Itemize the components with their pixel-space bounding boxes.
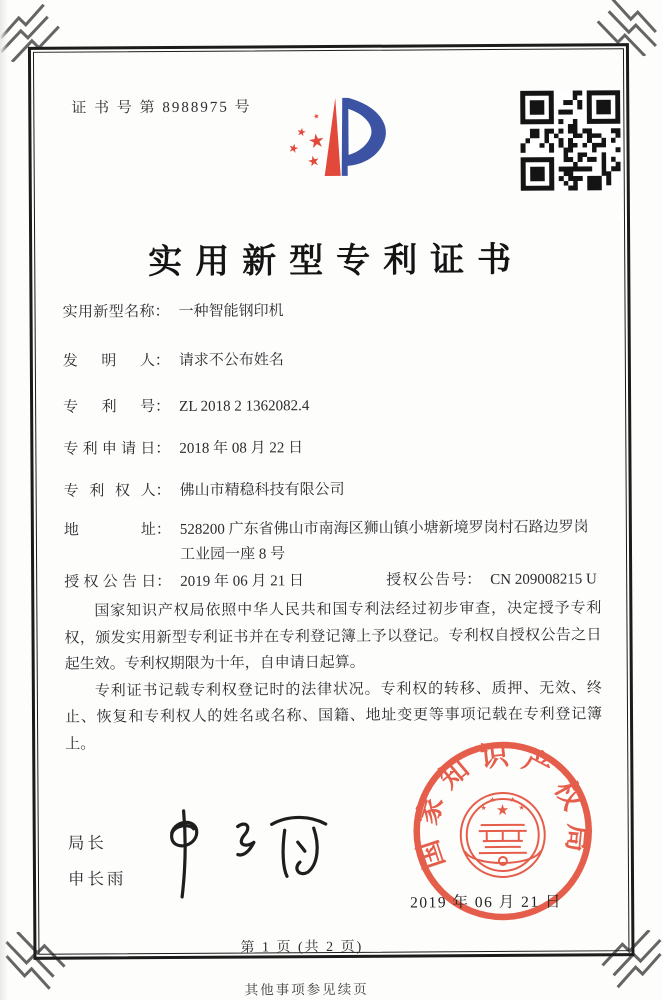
field-value: CN 209008215 U <box>490 571 597 589</box>
field-colon: ： <box>154 303 170 321</box>
svg-text:★: ★ <box>489 796 496 805</box>
field-value: 528200 广东省佛山市南海区狮山镇小塘新境罗岗村石路边罗岗工业园一座 8 号 <box>179 519 589 563</box>
cnipa-logo-icon <box>273 83 424 216</box>
certificate-number: 证 书 号 第 8988975 号 <box>71 99 252 117</box>
signer-title: 局长 <box>67 833 107 853</box>
svg-text:★: ★ <box>509 795 516 804</box>
field-colon: ： <box>155 482 171 500</box>
qr-code <box>520 90 621 191</box>
svg-text:★: ★ <box>518 803 525 812</box>
svg-text:★: ★ <box>295 125 308 140</box>
field-value: 2019 年 06 月 21 日 <box>180 573 305 590</box>
body-paragraph: 专利证书记载专利权登记时的法律状况。专利权的转移、质押、无效、终止、恢复和专利权人的姓名或名称、国籍、地址变更等事项记载在专利登记簿上。 <box>64 679 603 753</box>
field-value: 请求不公布姓名 <box>178 352 284 369</box>
field-label: 授权公告日 <box>64 574 157 591</box>
field-label: 专利号 <box>63 399 156 416</box>
field-label: 专利权人 <box>63 483 156 500</box>
field-row-filing-date <box>63 434 601 462</box>
svg-text:★: ★ <box>480 804 487 813</box>
svg-text:★: ★ <box>306 129 327 154</box>
signer-name: 申长雨 <box>67 869 127 889</box>
field-colon: ： <box>155 398 171 416</box>
field-value: 一种智能钢印机 <box>178 303 284 320</box>
field-row-patent-number <box>63 392 601 420</box>
page-number: 第 1 页 (共 2 页) <box>240 939 364 956</box>
svg-text:★: ★ <box>312 111 321 122</box>
field-label: 专利申请日 <box>63 441 156 458</box>
field-label: 地址 <box>63 522 156 539</box>
field-label: 授权公告号 <box>386 572 467 589</box>
grant-date-group <box>64 569 386 596</box>
legal-text <box>64 595 602 757</box>
field-colon: ： <box>154 352 170 370</box>
continuation-note: 其他事项参见续页 <box>244 981 369 998</box>
svg-text:★: ★ <box>495 800 510 820</box>
field-row-grant <box>64 567 602 595</box>
field-row-inventor <box>63 346 601 374</box>
field-label: 发明人 <box>62 353 155 370</box>
field-value: ZL 2018 2 1362082.4 <box>179 398 310 415</box>
field-value: 佛山市精稳科技有限公司 <box>179 481 345 499</box>
handwritten-signature <box>142 806 353 902</box>
body-paragraph: 国家知识产权局依照中华人民共和国专利法经过初步审查，决定授予专利权，颁发实用新型专利证书并在专利登记簿上予以登记。专利权自授权公告之日起生效。专利权期限为十年，自申请日起算。 <box>64 600 602 673</box>
seal-date: 2019 年 06 月 21 日 <box>410 893 563 912</box>
field-label: 实用新型名称 <box>62 304 155 321</box>
seal-text: 国家知识产权局 <box>412 740 594 873</box>
field-row-address <box>64 515 602 568</box>
grant-number-group <box>386 567 602 593</box>
field-value: 2018 年 08 月 22 日 <box>179 440 304 457</box>
field-colon: ： <box>155 521 171 539</box>
field-row-utility-model-name <box>62 297 600 325</box>
field-colon: ： <box>155 440 171 458</box>
field-row-patentee <box>64 476 602 504</box>
field-colon: ： <box>466 572 482 589</box>
svg-text:★: ★ <box>305 152 322 171</box>
field-colon: ： <box>156 573 172 591</box>
svg-text:★: ★ <box>286 140 301 157</box>
certificate-title: 实用新型专利证书 <box>148 241 525 281</box>
